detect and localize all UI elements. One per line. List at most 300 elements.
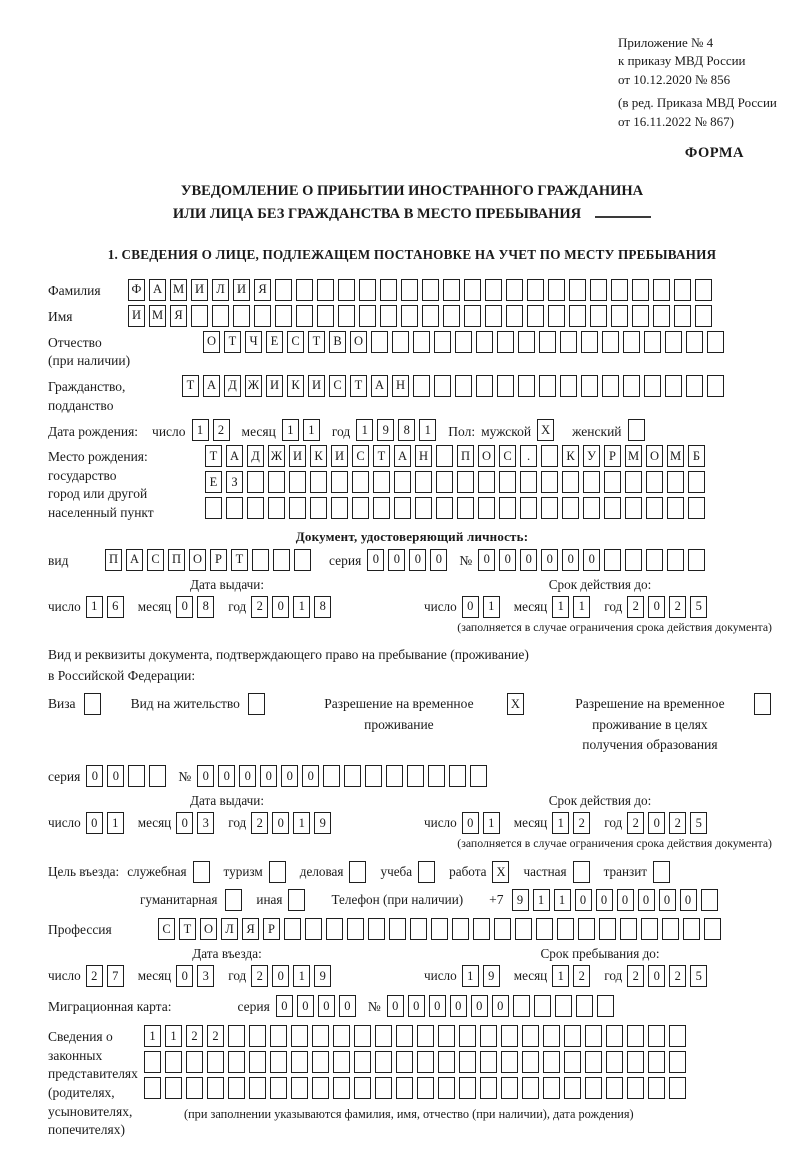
char-cell[interactable]: [644, 331, 661, 353]
char-cell[interactable]: [560, 331, 577, 353]
char-cell[interactable]: [270, 1077, 287, 1099]
char-cell[interactable]: [415, 471, 432, 493]
char-cell[interactable]: 0: [575, 889, 592, 911]
char-cell[interactable]: [602, 375, 619, 397]
char-cell[interactable]: [478, 471, 495, 493]
char-cell[interactable]: 0: [367, 549, 384, 571]
char-cell[interactable]: 0: [492, 995, 509, 1017]
char-cell[interactable]: [688, 497, 705, 519]
char-cell[interactable]: 1: [107, 812, 124, 834]
char-cell[interactable]: 0: [272, 965, 289, 987]
sex-female-checkbox[interactable]: [628, 419, 649, 441]
char-cell[interactable]: [543, 1025, 560, 1047]
char-cell[interactable]: X: [492, 861, 509, 883]
char-cell[interactable]: П: [457, 445, 474, 467]
char-cell[interactable]: [707, 331, 724, 353]
char-cell[interactable]: 0: [562, 549, 579, 571]
char-cell[interactable]: 0: [462, 812, 479, 834]
char-cell[interactable]: 2: [251, 596, 268, 618]
char-cell[interactable]: Т: [205, 445, 222, 467]
char-cell[interactable]: [686, 375, 703, 397]
education-permit-checkbox[interactable]: [754, 693, 775, 715]
char-cell[interactable]: [476, 331, 493, 353]
char-cell[interactable]: А: [126, 549, 143, 571]
char-cell[interactable]: [541, 445, 558, 467]
char-cell[interactable]: 1: [356, 419, 373, 441]
char-cell[interactable]: 9: [512, 889, 529, 911]
char-cell[interactable]: [627, 1077, 644, 1099]
char-cell[interactable]: [667, 497, 684, 519]
char-cell[interactable]: Т: [231, 549, 248, 571]
char-cell[interactable]: [186, 1051, 203, 1073]
char-cell[interactable]: 0: [239, 765, 256, 787]
char-cell[interactable]: П: [105, 549, 122, 571]
char-cell[interactable]: [310, 471, 327, 493]
purpose-work-checkbox[interactable]: [492, 861, 513, 883]
char-cell[interactable]: С: [352, 445, 369, 467]
char-cell[interactable]: [296, 305, 313, 327]
char-cell[interactable]: [515, 918, 532, 940]
char-cell[interactable]: [438, 1051, 455, 1073]
patronymic-cells[interactable]: [203, 331, 728, 353]
char-cell[interactable]: [590, 305, 607, 327]
char-cell[interactable]: [548, 279, 565, 301]
char-cell[interactable]: [415, 497, 432, 519]
char-cell[interactable]: 2: [251, 812, 268, 834]
char-cell[interactable]: [543, 1051, 560, 1073]
char-cell[interactable]: Я: [242, 918, 259, 940]
char-cell[interactable]: 0: [260, 765, 277, 787]
char-cell[interactable]: [438, 1025, 455, 1047]
char-cell[interactable]: [704, 918, 721, 940]
char-cell[interactable]: Е: [266, 331, 283, 353]
purpose-business-checkbox[interactable]: [349, 861, 370, 883]
char-cell[interactable]: [354, 1077, 371, 1099]
passport-issue-year[interactable]: [251, 596, 335, 618]
purpose-private-checkbox[interactable]: [573, 861, 594, 883]
char-cell[interactable]: [413, 331, 430, 353]
char-cell[interactable]: [625, 549, 642, 571]
char-cell[interactable]: [585, 1025, 602, 1047]
char-cell[interactable]: [627, 1051, 644, 1073]
char-cell[interactable]: 0: [86, 765, 103, 787]
char-cell[interactable]: [459, 1025, 476, 1047]
char-cell[interactable]: [438, 1077, 455, 1099]
char-cell[interactable]: [648, 1077, 665, 1099]
char-cell[interactable]: [289, 497, 306, 519]
char-cell[interactable]: [428, 765, 445, 787]
char-cell[interactable]: [455, 375, 472, 397]
char-cell[interactable]: 0: [176, 596, 193, 618]
char-cell[interactable]: С: [287, 331, 304, 353]
char-cell[interactable]: [620, 918, 637, 940]
sex-male-checkbox[interactable]: [537, 419, 558, 441]
char-cell[interactable]: [228, 1025, 245, 1047]
char-cell[interactable]: А: [203, 375, 220, 397]
char-cell[interactable]: [754, 693, 771, 715]
entry-date-month[interactable]: [176, 965, 218, 987]
char-cell[interactable]: [667, 471, 684, 493]
char-cell[interactable]: [338, 279, 355, 301]
char-cell[interactable]: [165, 1051, 182, 1073]
char-cell[interactable]: [389, 918, 406, 940]
char-cell[interactable]: 2: [573, 965, 590, 987]
char-cell[interactable]: [249, 1077, 266, 1099]
char-cell[interactable]: [380, 305, 397, 327]
permit-valid-month[interactable]: [552, 812, 594, 834]
birth-day-cells[interactable]: [192, 419, 234, 441]
char-cell[interactable]: О: [189, 549, 206, 571]
char-cell[interactable]: 1: [282, 419, 299, 441]
char-cell[interactable]: [291, 1051, 308, 1073]
char-cell[interactable]: 2: [669, 965, 686, 987]
char-cell[interactable]: [578, 918, 595, 940]
char-cell[interactable]: Л: [221, 918, 238, 940]
char-cell[interactable]: 1: [483, 812, 500, 834]
char-cell[interactable]: [289, 471, 306, 493]
char-cell[interactable]: [506, 279, 523, 301]
char-cell[interactable]: О: [478, 445, 495, 467]
char-cell[interactable]: [548, 305, 565, 327]
purpose-other-checkbox[interactable]: [288, 889, 309, 911]
char-cell[interactable]: [470, 765, 487, 787]
char-cell[interactable]: [597, 995, 614, 1017]
char-cell[interactable]: [371, 331, 388, 353]
char-cell[interactable]: 0: [281, 765, 298, 787]
char-cell[interactable]: [392, 331, 409, 353]
char-cell[interactable]: [606, 1025, 623, 1047]
char-cell[interactable]: 0: [541, 549, 558, 571]
char-cell[interactable]: 0: [272, 812, 289, 834]
char-cell[interactable]: [212, 305, 229, 327]
char-cell[interactable]: [641, 918, 658, 940]
char-cell[interactable]: [394, 471, 411, 493]
char-cell[interactable]: [344, 765, 361, 787]
char-cell[interactable]: [317, 305, 334, 327]
char-cell[interactable]: 0: [302, 765, 319, 787]
char-cell[interactable]: [233, 305, 250, 327]
char-cell[interactable]: К: [287, 375, 304, 397]
char-cell[interactable]: [665, 331, 682, 353]
char-cell[interactable]: [464, 279, 481, 301]
char-cell[interactable]: [249, 1051, 266, 1073]
char-cell[interactable]: [599, 918, 616, 940]
char-cell[interactable]: 1: [303, 419, 320, 441]
char-cell[interactable]: [606, 1077, 623, 1099]
char-cell[interactable]: [632, 305, 649, 327]
char-cell[interactable]: [396, 1051, 413, 1073]
char-cell[interactable]: А: [149, 279, 166, 301]
doc-kind-cells[interactable]: [105, 549, 315, 571]
stay-until-month[interactable]: [552, 965, 594, 987]
passport-issue-month[interactable]: [176, 596, 218, 618]
entry-date-day[interactable]: [86, 965, 128, 987]
char-cell[interactable]: [373, 471, 390, 493]
char-cell[interactable]: [252, 549, 269, 571]
char-cell[interactable]: И: [289, 445, 306, 467]
char-cell[interactable]: 0: [176, 812, 193, 834]
char-cell[interactable]: [520, 497, 537, 519]
char-cell[interactable]: [401, 305, 418, 327]
char-cell[interactable]: [323, 765, 340, 787]
phone-cells[interactable]: [512, 889, 722, 911]
char-cell[interactable]: 1: [144, 1025, 161, 1047]
char-cell[interactable]: [312, 1077, 329, 1099]
char-cell[interactable]: [436, 471, 453, 493]
char-cell[interactable]: [646, 549, 663, 571]
char-cell[interactable]: И: [266, 375, 283, 397]
char-cell[interactable]: [644, 375, 661, 397]
char-cell[interactable]: [207, 1051, 224, 1073]
char-cell[interactable]: В: [329, 331, 346, 353]
char-cell[interactable]: Т: [179, 918, 196, 940]
char-cell[interactable]: И: [308, 375, 325, 397]
char-cell[interactable]: [291, 1025, 308, 1047]
permit-issue-day[interactable]: [86, 812, 128, 834]
char-cell[interactable]: 0: [617, 889, 634, 911]
birth-year-cells[interactable]: [356, 419, 440, 441]
char-cell[interactable]: 1: [552, 812, 569, 834]
birth-place-row-3[interactable]: [205, 497, 709, 519]
char-cell[interactable]: 2: [669, 812, 686, 834]
char-cell[interactable]: [347, 918, 364, 940]
char-cell[interactable]: 2: [627, 596, 644, 618]
char-cell[interactable]: [611, 279, 628, 301]
char-cell[interactable]: X: [537, 419, 554, 441]
char-cell[interactable]: [625, 471, 642, 493]
char-cell[interactable]: [128, 765, 145, 787]
char-cell[interactable]: [207, 1077, 224, 1099]
char-cell[interactable]: [522, 1025, 539, 1047]
char-cell[interactable]: [228, 1077, 245, 1099]
char-cell[interactable]: Д: [224, 375, 241, 397]
char-cell[interactable]: М: [625, 445, 642, 467]
char-cell[interactable]: [628, 419, 645, 441]
char-cell[interactable]: [333, 1025, 350, 1047]
char-cell[interactable]: 0: [272, 596, 289, 618]
char-cell[interactable]: 0: [276, 995, 293, 1017]
char-cell[interactable]: [581, 375, 598, 397]
temporary-permit-checkbox[interactable]: [507, 693, 528, 715]
char-cell[interactable]: [226, 497, 243, 519]
char-cell[interactable]: Т: [182, 375, 199, 397]
char-cell[interactable]: 0: [520, 549, 537, 571]
char-cell[interactable]: [627, 1025, 644, 1047]
char-cell[interactable]: [312, 1025, 329, 1047]
char-cell[interactable]: 2: [627, 965, 644, 987]
char-cell[interactable]: [165, 1077, 182, 1099]
char-cell[interactable]: [291, 1077, 308, 1099]
char-cell[interactable]: [375, 1051, 392, 1073]
char-cell[interactable]: [354, 1025, 371, 1047]
char-cell[interactable]: [396, 1077, 413, 1099]
char-cell[interactable]: 1: [86, 596, 103, 618]
char-cell[interactable]: М: [149, 305, 166, 327]
char-cell[interactable]: [407, 765, 424, 787]
char-cell[interactable]: Е: [205, 471, 222, 493]
char-cell[interactable]: [480, 1077, 497, 1099]
char-cell[interactable]: [394, 497, 411, 519]
char-cell[interactable]: [569, 279, 586, 301]
char-cell[interactable]: [674, 279, 691, 301]
char-cell[interactable]: [312, 1051, 329, 1073]
char-cell[interactable]: [604, 549, 621, 571]
char-cell[interactable]: [653, 305, 670, 327]
char-cell[interactable]: 1: [293, 965, 310, 987]
char-cell[interactable]: [422, 305, 439, 327]
char-cell[interactable]: [457, 497, 474, 519]
char-cell[interactable]: [349, 861, 366, 883]
char-cell[interactable]: 9: [377, 419, 394, 441]
char-cell[interactable]: [527, 305, 544, 327]
doc-number-cells[interactable]: [478, 549, 709, 571]
char-cell[interactable]: [669, 1077, 686, 1099]
char-cell[interactable]: И: [331, 445, 348, 467]
char-cell[interactable]: [413, 375, 430, 397]
char-cell[interactable]: [522, 1051, 539, 1073]
char-cell[interactable]: [485, 305, 502, 327]
char-cell[interactable]: 0: [659, 889, 676, 911]
char-cell[interactable]: [270, 1051, 287, 1073]
char-cell[interactable]: [368, 918, 385, 940]
stay-until-year[interactable]: [627, 965, 711, 987]
char-cell[interactable]: [480, 1025, 497, 1047]
passport-valid-day[interactable]: [462, 596, 504, 618]
char-cell[interactable]: [436, 445, 453, 467]
char-cell[interactable]: [476, 375, 493, 397]
char-cell[interactable]: [270, 1025, 287, 1047]
char-cell[interactable]: 2: [86, 965, 103, 987]
char-cell[interactable]: Р: [263, 918, 280, 940]
char-cell[interactable]: [205, 497, 222, 519]
char-cell[interactable]: [518, 331, 535, 353]
char-cell[interactable]: 1: [533, 889, 550, 911]
char-cell[interactable]: С: [499, 445, 516, 467]
char-cell[interactable]: [485, 279, 502, 301]
purpose-official-checkbox[interactable]: [193, 861, 214, 883]
char-cell[interactable]: [683, 918, 700, 940]
char-cell[interactable]: [452, 918, 469, 940]
permit-issue-year[interactable]: [251, 812, 335, 834]
char-cell[interactable]: К: [562, 445, 579, 467]
char-cell[interactable]: П: [168, 549, 185, 571]
char-cell[interactable]: [254, 305, 271, 327]
char-cell[interactable]: [646, 471, 663, 493]
char-cell[interactable]: [569, 305, 586, 327]
surname-cells[interactable]: [128, 279, 716, 301]
char-cell[interactable]: [144, 1077, 161, 1099]
char-cell[interactable]: С: [329, 375, 346, 397]
char-cell[interactable]: 0: [409, 549, 426, 571]
char-cell[interactable]: [518, 375, 535, 397]
char-cell[interactable]: [417, 1051, 434, 1073]
char-cell[interactable]: Ж: [245, 375, 262, 397]
char-cell[interactable]: [473, 918, 490, 940]
char-cell[interactable]: 0: [176, 965, 193, 987]
char-cell[interactable]: [457, 471, 474, 493]
char-cell[interactable]: А: [371, 375, 388, 397]
char-cell[interactable]: 0: [387, 995, 404, 1017]
char-cell[interactable]: [144, 1051, 161, 1073]
profession-cells[interactable]: [158, 918, 725, 940]
char-cell[interactable]: [191, 305, 208, 327]
char-cell[interactable]: 2: [213, 419, 230, 441]
char-cell[interactable]: Ж: [268, 445, 285, 467]
char-cell[interactable]: [590, 279, 607, 301]
char-cell[interactable]: [581, 331, 598, 353]
purpose-tourism-checkbox[interactable]: [269, 861, 290, 883]
char-cell[interactable]: 0: [638, 889, 655, 911]
char-cell[interactable]: [606, 1051, 623, 1073]
char-cell[interactable]: [562, 471, 579, 493]
char-cell[interactable]: 0: [388, 549, 405, 571]
char-cell[interactable]: [602, 331, 619, 353]
char-cell[interactable]: [248, 693, 265, 715]
char-cell[interactable]: Р: [604, 445, 621, 467]
char-cell[interactable]: [527, 279, 544, 301]
doc-series-cells[interactable]: [367, 549, 451, 571]
char-cell[interactable]: Т: [308, 331, 325, 353]
char-cell[interactable]: [443, 279, 460, 301]
char-cell[interactable]: [273, 549, 290, 571]
char-cell[interactable]: [417, 1025, 434, 1047]
char-cell[interactable]: [247, 471, 264, 493]
char-cell[interactable]: 1: [192, 419, 209, 441]
char-cell[interactable]: Т: [373, 445, 390, 467]
char-cell[interactable]: [497, 331, 514, 353]
char-cell[interactable]: [464, 305, 481, 327]
purpose-humanitarian-checkbox[interactable]: [225, 889, 246, 911]
char-cell[interactable]: 0: [478, 549, 495, 571]
char-cell[interactable]: [455, 331, 472, 353]
permit-series-cells[interactable]: [86, 765, 170, 787]
char-cell[interactable]: [585, 1051, 602, 1073]
passport-valid-year[interactable]: [627, 596, 711, 618]
char-cell[interactable]: 1: [293, 812, 310, 834]
char-cell[interactable]: 8: [197, 596, 214, 618]
char-cell[interactable]: [539, 331, 556, 353]
char-cell[interactable]: 2: [186, 1025, 203, 1047]
char-cell[interactable]: [317, 279, 334, 301]
char-cell[interactable]: 0: [430, 549, 447, 571]
char-cell[interactable]: [573, 861, 590, 883]
char-cell[interactable]: [585, 1077, 602, 1099]
char-cell[interactable]: 0: [648, 965, 665, 987]
char-cell[interactable]: [359, 279, 376, 301]
char-cell[interactable]: [333, 1077, 350, 1099]
char-cell[interactable]: [480, 1051, 497, 1073]
char-cell[interactable]: 0: [462, 596, 479, 618]
migration-number-cells[interactable]: [387, 995, 618, 1017]
char-cell[interactable]: 0: [450, 995, 467, 1017]
char-cell[interactable]: [686, 331, 703, 353]
char-cell[interactable]: А: [394, 445, 411, 467]
char-cell[interactable]: [373, 497, 390, 519]
char-cell[interactable]: Я: [170, 305, 187, 327]
char-cell[interactable]: [623, 331, 640, 353]
char-cell[interactable]: 0: [680, 889, 697, 911]
char-cell[interactable]: Н: [392, 375, 409, 397]
char-cell[interactable]: [583, 471, 600, 493]
representatives-row-1[interactable]: [144, 1025, 690, 1047]
char-cell[interactable]: [84, 693, 101, 715]
char-cell[interactable]: 0: [648, 596, 665, 618]
char-cell[interactable]: Т: [224, 331, 241, 353]
char-cell[interactable]: 3: [197, 812, 214, 834]
char-cell[interactable]: 0: [107, 765, 124, 787]
char-cell[interactable]: [434, 375, 451, 397]
char-cell[interactable]: [646, 497, 663, 519]
